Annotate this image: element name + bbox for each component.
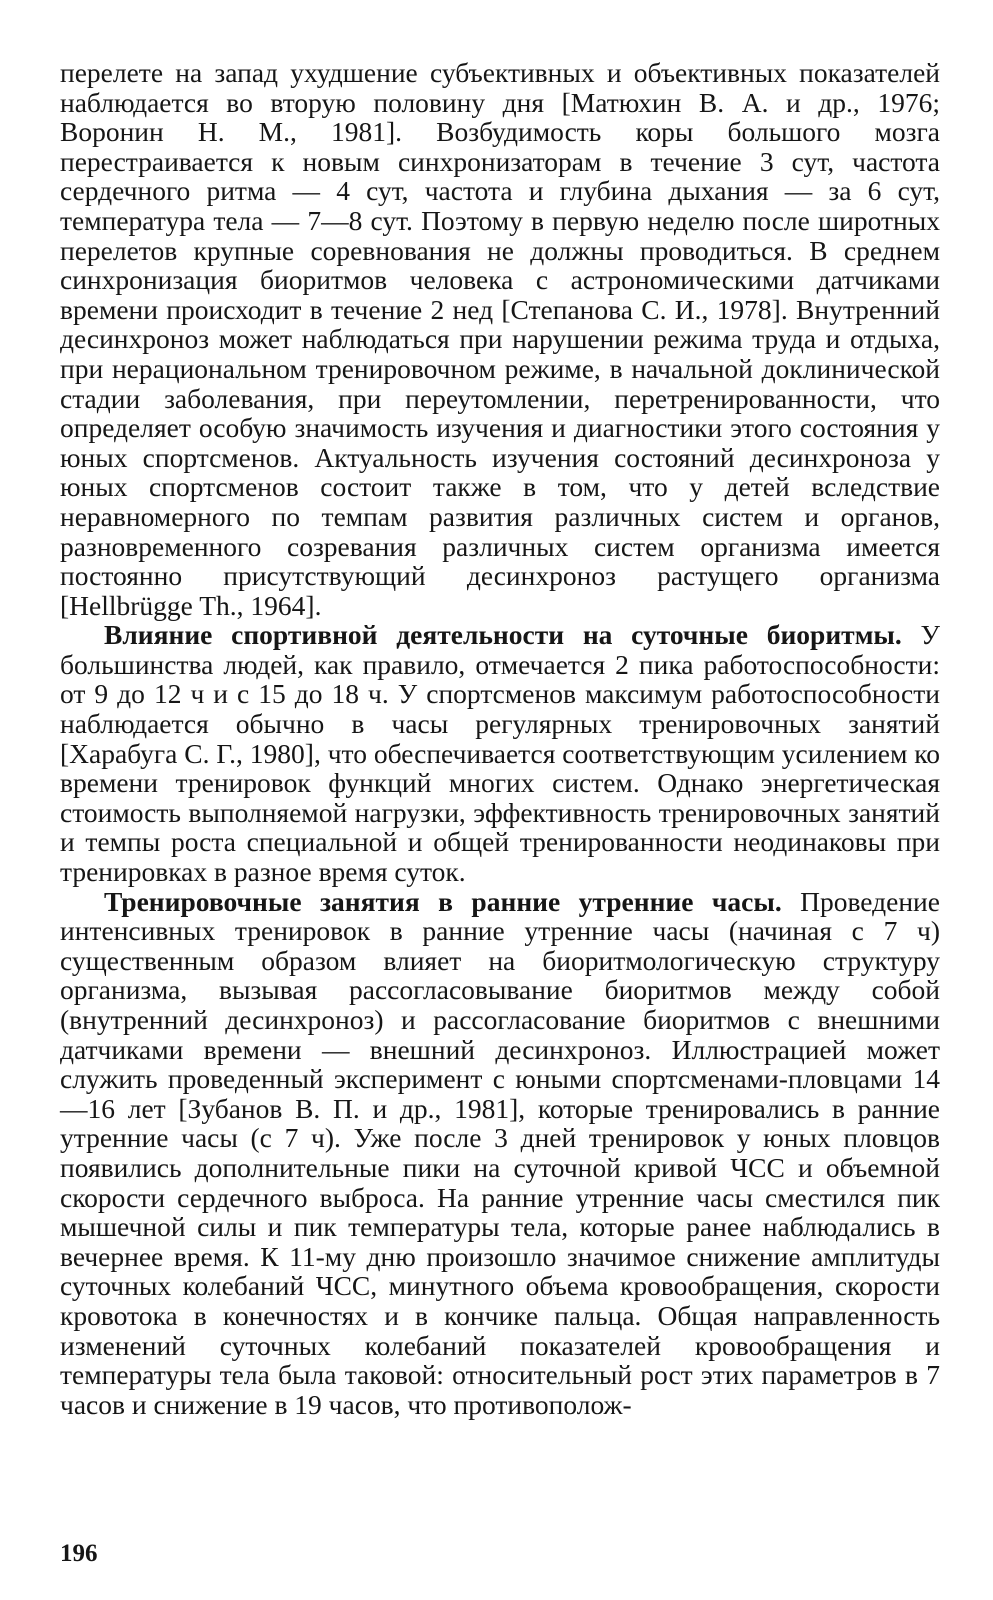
paragraph-text: У большинства людей, как правило, отмечается 2 пика работоспособности: от 9 до 12 ч и с 15 до 18 ч. У спортсменов максимум работоспособности наблюдается обычно в часы регулярных тренировочных занятий [Харабуга С. Г., 1980], что обеспечивается соответствующим усилением ко времени тренировок функций многих систем. Однако энергетическая стоимость выполняемой нагрузки, эффективность тренировочных занятий и темпы роста специальной и общей тренированности неодинаковы при тренировках в разное время суток. bbox=[60, 619, 940, 888]
section-heading-morning-training: Тренировочные занятия в ранние утренние часы. bbox=[104, 885, 782, 917]
paragraph-continuation bbox=[60, 58, 940, 620]
page-body bbox=[60, 58, 940, 1419]
page-number: 196 bbox=[60, 1540, 98, 1567]
section-heading-sport-influence: Влияние спортивной деятельности на суточные биоритмы. bbox=[104, 619, 902, 651]
paragraph-text: перелете на запад ухудшение субъективных и объективных показателей наблюдается во вторую половину дня [Матюхин В. А. и др., 1976; Воронин Н. М., 1981]. Возбудимость коры большого мозга перестраивается к новым синхронизаторам в течение 3 сут, частота сердечного ритма — 4 сут, частота и глубина дыхания — за 6 сут, температура тела — 7—8 сут. Поэтому в первую неделю после широтных перелетов крупные соревнования не должны проводиться. В среднем синхронизация биоритмов человека с астрономическими датчиками времени происходит в течение 2 нед [Степанова С. И., 1978]. Внутренний десинхроноз может наблюдаться при нарушении режима труда и отдыха, при нерациональном тренировочном режиме, в начальной доклинической стадии заболевания, при переутомлении, перетренированности, что определяет особую значимость изучения и диагностики этого состояния у юных спортсменов. Актуальность изучения состояний десинхроноза у юных спортсменов состоит также в том, что у детей вследствие неравномерного по темпам развития различных систем и органов, разновременного созревания различных систем организма имеется постоянно присутствующий десинхроноз растущего организма [Hellbrügge Th., 1964]. bbox=[60, 57, 940, 621]
paragraph-text: Проведение интенсивных тренировок в ранние утренние часы (начиная с 7 ч) существенным образом влияет на биоритмологическую структуру организма, вызывая рассогласовывание биоритмов между собой (внутренний десинхроноз) и рассогласование биоритмов с внешними датчиками времени — внешний десинхроноз. Иллюстрацией может служить проведенный эксперимент с юными спортсменами-пловцами 14—16 лет [Зубанов В. П. и др., 1981], которые тренировались в ранние утренние часы (с 7 ч). Уже после 3 дней тренировок у юных пловцов появились дополнительные пики на суточной кривой ЧСС и объемной скорости сердечного выброса. На ранние утренние часы сместился пик мышечной силы и пик температуры тела, которые ранее наблюдались в вечернее время. К 11-му дню произошло значимое снижение амплитуды суточных колебаний ЧСС, минутного объема кровообращения, скорости кровотока в конечностях и в кончике пальца. Общая направленность изменений суточных колебаний показателей кровообращения и температуры тела была таковой: относительный рост этих параметров в 7 часов и снижение в 19 часов, что противополож- bbox=[60, 885, 940, 1420]
paragraph-morning-training bbox=[60, 887, 940, 1420]
paragraph-sport-influence bbox=[60, 620, 940, 886]
